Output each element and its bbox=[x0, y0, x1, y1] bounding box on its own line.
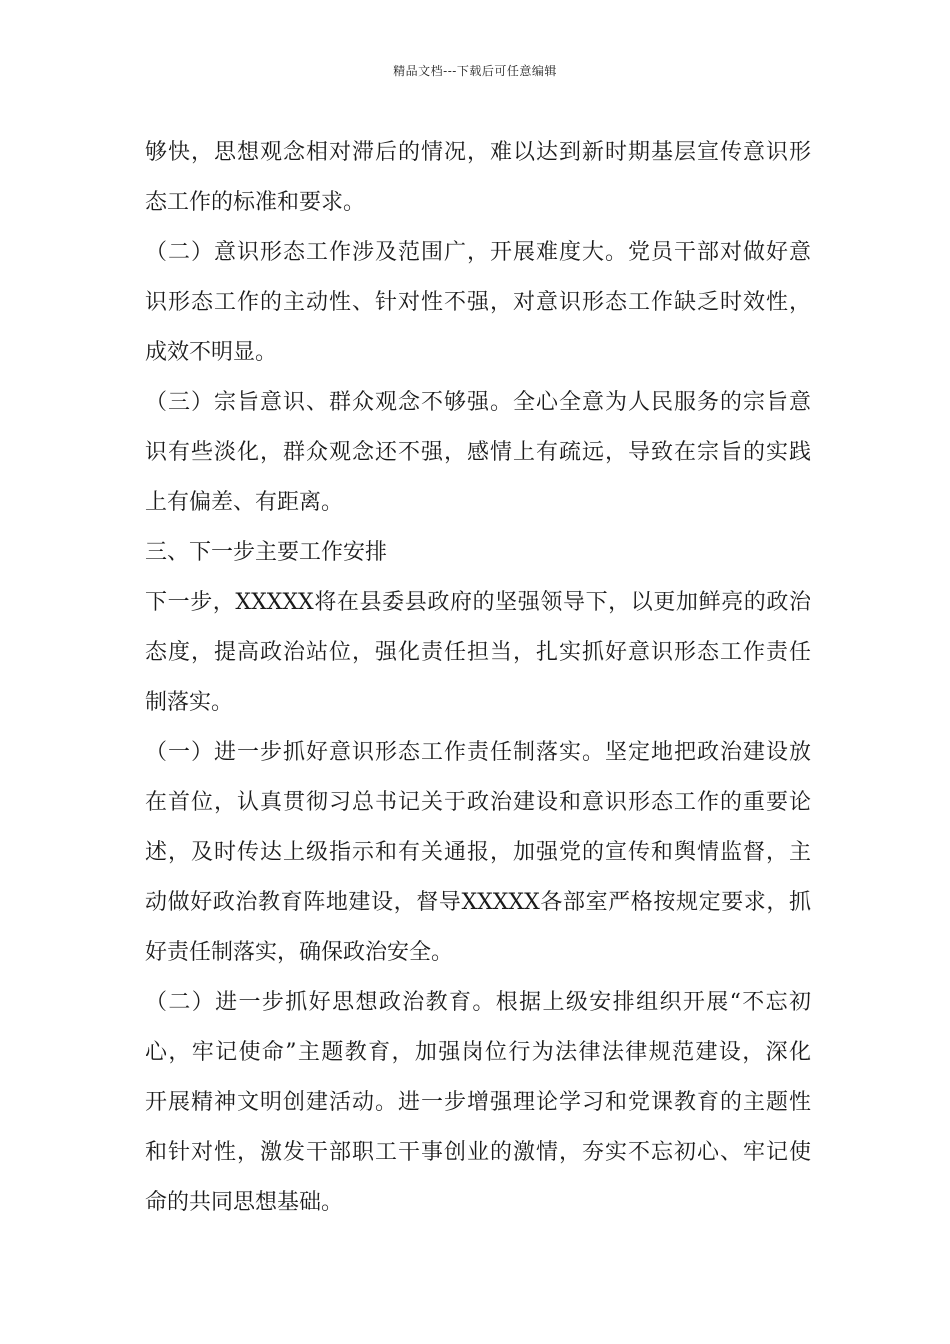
text-line: 态工作的标准和要求。 bbox=[145, 190, 366, 215]
text-line: （二）进一步抓好思想政治教育。根据上级安排组织开展“不忘初 bbox=[145, 990, 811, 1015]
text-line: 心，牢记使命”主题教育，加强岗位行为法律法律规范建设，深化 bbox=[145, 1040, 811, 1065]
text-line: 命的共同思想基础。 bbox=[145, 1190, 344, 1215]
text-line: （二）意识形态工作涉及范围广，开展难度大。党员干部对做好意 bbox=[145, 240, 811, 265]
text-line: 上有偏差、有距离。 bbox=[145, 490, 344, 515]
section-heading: 三、下一步主要工作安排 bbox=[145, 540, 388, 565]
document-body bbox=[145, 128, 811, 1228]
text-line: 述，及时传达上级指示和有关通报，加强党的宣传和舆情监督，主 bbox=[145, 840, 811, 865]
text-line: 够快，思想观念相对滞后的情况，难以达到新时期基层宣传意识形 bbox=[145, 140, 811, 165]
text-line: 制落实。 bbox=[145, 690, 234, 715]
text-line: 成效不明显。 bbox=[145, 340, 278, 365]
text-line: 和针对性，激发干部职工干事创业的激情，夯实不忘初心、牢记使 bbox=[145, 1140, 811, 1165]
text-line: 识形态工作的主动性、针对性不强，对意识形态工作缺乏时效性， bbox=[145, 290, 811, 315]
page-header: 精品文档---下载后可任意编辑 bbox=[393, 64, 557, 78]
text-line: （三）宗旨意识、群众观念不够强。全心全意为人民服务的宗旨意 bbox=[145, 390, 811, 415]
text-line: 识有些淡化，群众观念还不强，感情上有疏远，导致在宗旨的实践 bbox=[145, 440, 811, 465]
text-line: 态度，提高政治站位，强化责任担当，扎实抓好意识形态工作责任 bbox=[145, 640, 811, 665]
text-line: （一）进一步抓好意识形态工作责任制落实。坚定地把政治建设放 bbox=[145, 740, 811, 765]
text-line: 下一步，XXXXX将在县委县政府的坚强领导下，以更加鲜亮的政治 bbox=[145, 590, 811, 615]
text-line: 在首位，认真贯彻习总书记关于政治建设和意识形态工作的重要论 bbox=[145, 790, 811, 815]
text-line: 动做好政治教育阵地建设，督导XXXXX各部室严格按规定要求，抓 bbox=[145, 890, 811, 915]
text-line: 好责任制落实，确保政治安全。 bbox=[145, 940, 454, 965]
text-line: 开展精神文明创建活动。进一步增强理论学习和党课教育的主题性 bbox=[145, 1090, 811, 1115]
